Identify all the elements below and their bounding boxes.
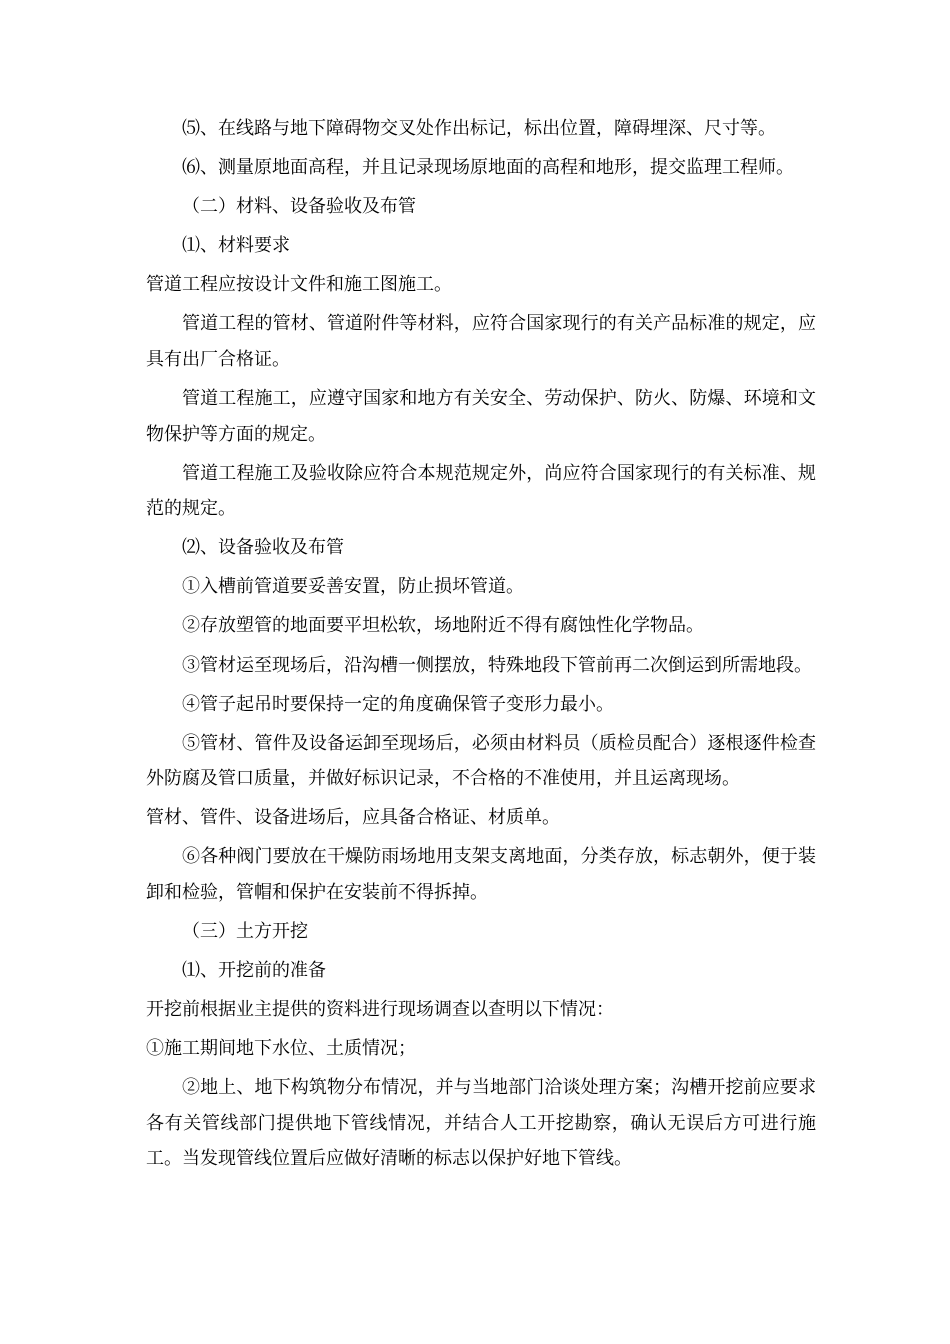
list-item-2-storage: ②存放塑管的地面要平坦松软，场地附近不得有腐蚀性化学物品。 bbox=[182, 615, 704, 637]
document-body bbox=[146, 111, 816, 1180]
list-item-6-valves: ⑥各种阀门要放在干燥防雨场地用支架支离地面，分类存放，标志朝外，便于装卸和检验，管帽和保护在安装前不得拆掉。 bbox=[146, 846, 816, 903]
paragraph-certificates: 管材、管件、设备进场后，应具备合格证、材质单。 bbox=[146, 807, 560, 829]
list-item-3-transport: ③管材运至现场后，沿沟槽一侧摆放，特殊地段下管前再二次倒运到所需地段。 bbox=[182, 654, 812, 676]
subheading-excavation-prep: ⑴、开挖前的准备 bbox=[182, 960, 326, 982]
paragraph-item-6-elevation: ⑹、测量原地面高程，并且记录现场原地面的高程和地形，提交监理工程师。 bbox=[182, 157, 794, 179]
list-item-2-structures: ②地上、地下构筑物分布情况，并与当地部门洽谈处理方案；沟槽开挖前应要求各有关管线部门提供地下管线情况，并结合人工开挖勘察，确认无误后方可进行施工。当发现管线位置后应做好清晰的标志以保护好地下管线。 bbox=[146, 1077, 816, 1170]
section-heading-excavation: （三）土方开挖 bbox=[182, 921, 308, 942]
paragraph-design-docs: 管道工程应按设计文件和施工图施工。 bbox=[146, 274, 452, 296]
paragraph-site-survey: 开挖前根据业主提供的资料进行现场调查以查明以下情况： bbox=[146, 999, 614, 1021]
paragraph-acceptance-standards: 管道工程施工及验收除应符合本规范规定外，尚应符合国家现行的有关标准、规范的规定。 bbox=[146, 462, 816, 520]
paragraph-material-standards: 管道工程的管材、管道附件等材料，应符合国家现行的有关产品标准的规定，应具有出厂合格证。 bbox=[146, 313, 816, 370]
paragraph-item-5-marking: ⑸、在线路与地下障碍物交叉处作出标记，标出位置，障碍埋深、尺寸等。 bbox=[182, 118, 776, 139]
subheading-material-requirements: ⑴、材料要求 bbox=[182, 235, 290, 257]
subheading-equipment-acceptance: ⑵、设备验收及布管 bbox=[182, 537, 344, 559]
list-item-1-groundwater: ①施工期间地下水位、土质情况； bbox=[146, 1038, 416, 1060]
list-item-5-inspection: ⑤管材、管件及设备运卸至现场后，必须由材料员（质检员配合）逐根逐件检查外防腐及管口质量，并做好标识记录，不合格的不准使用，并且运离现场。 bbox=[146, 732, 816, 790]
paragraph-safety-rules: 管道工程施工，应遵守国家和地方有关安全、劳动保护、防火、防爆、环境和文物保护等方面的规定。 bbox=[146, 388, 816, 445]
list-item-4-lifting: ④管子起吊时要保持一定的角度确保管子变形力最小。 bbox=[182, 693, 614, 715]
section-heading-materials: （二）材料、设备验收及布管 bbox=[182, 196, 416, 218]
list-item-1-placement: ①入槽前管道要妥善安置，防止损坏管道。 bbox=[182, 576, 524, 598]
